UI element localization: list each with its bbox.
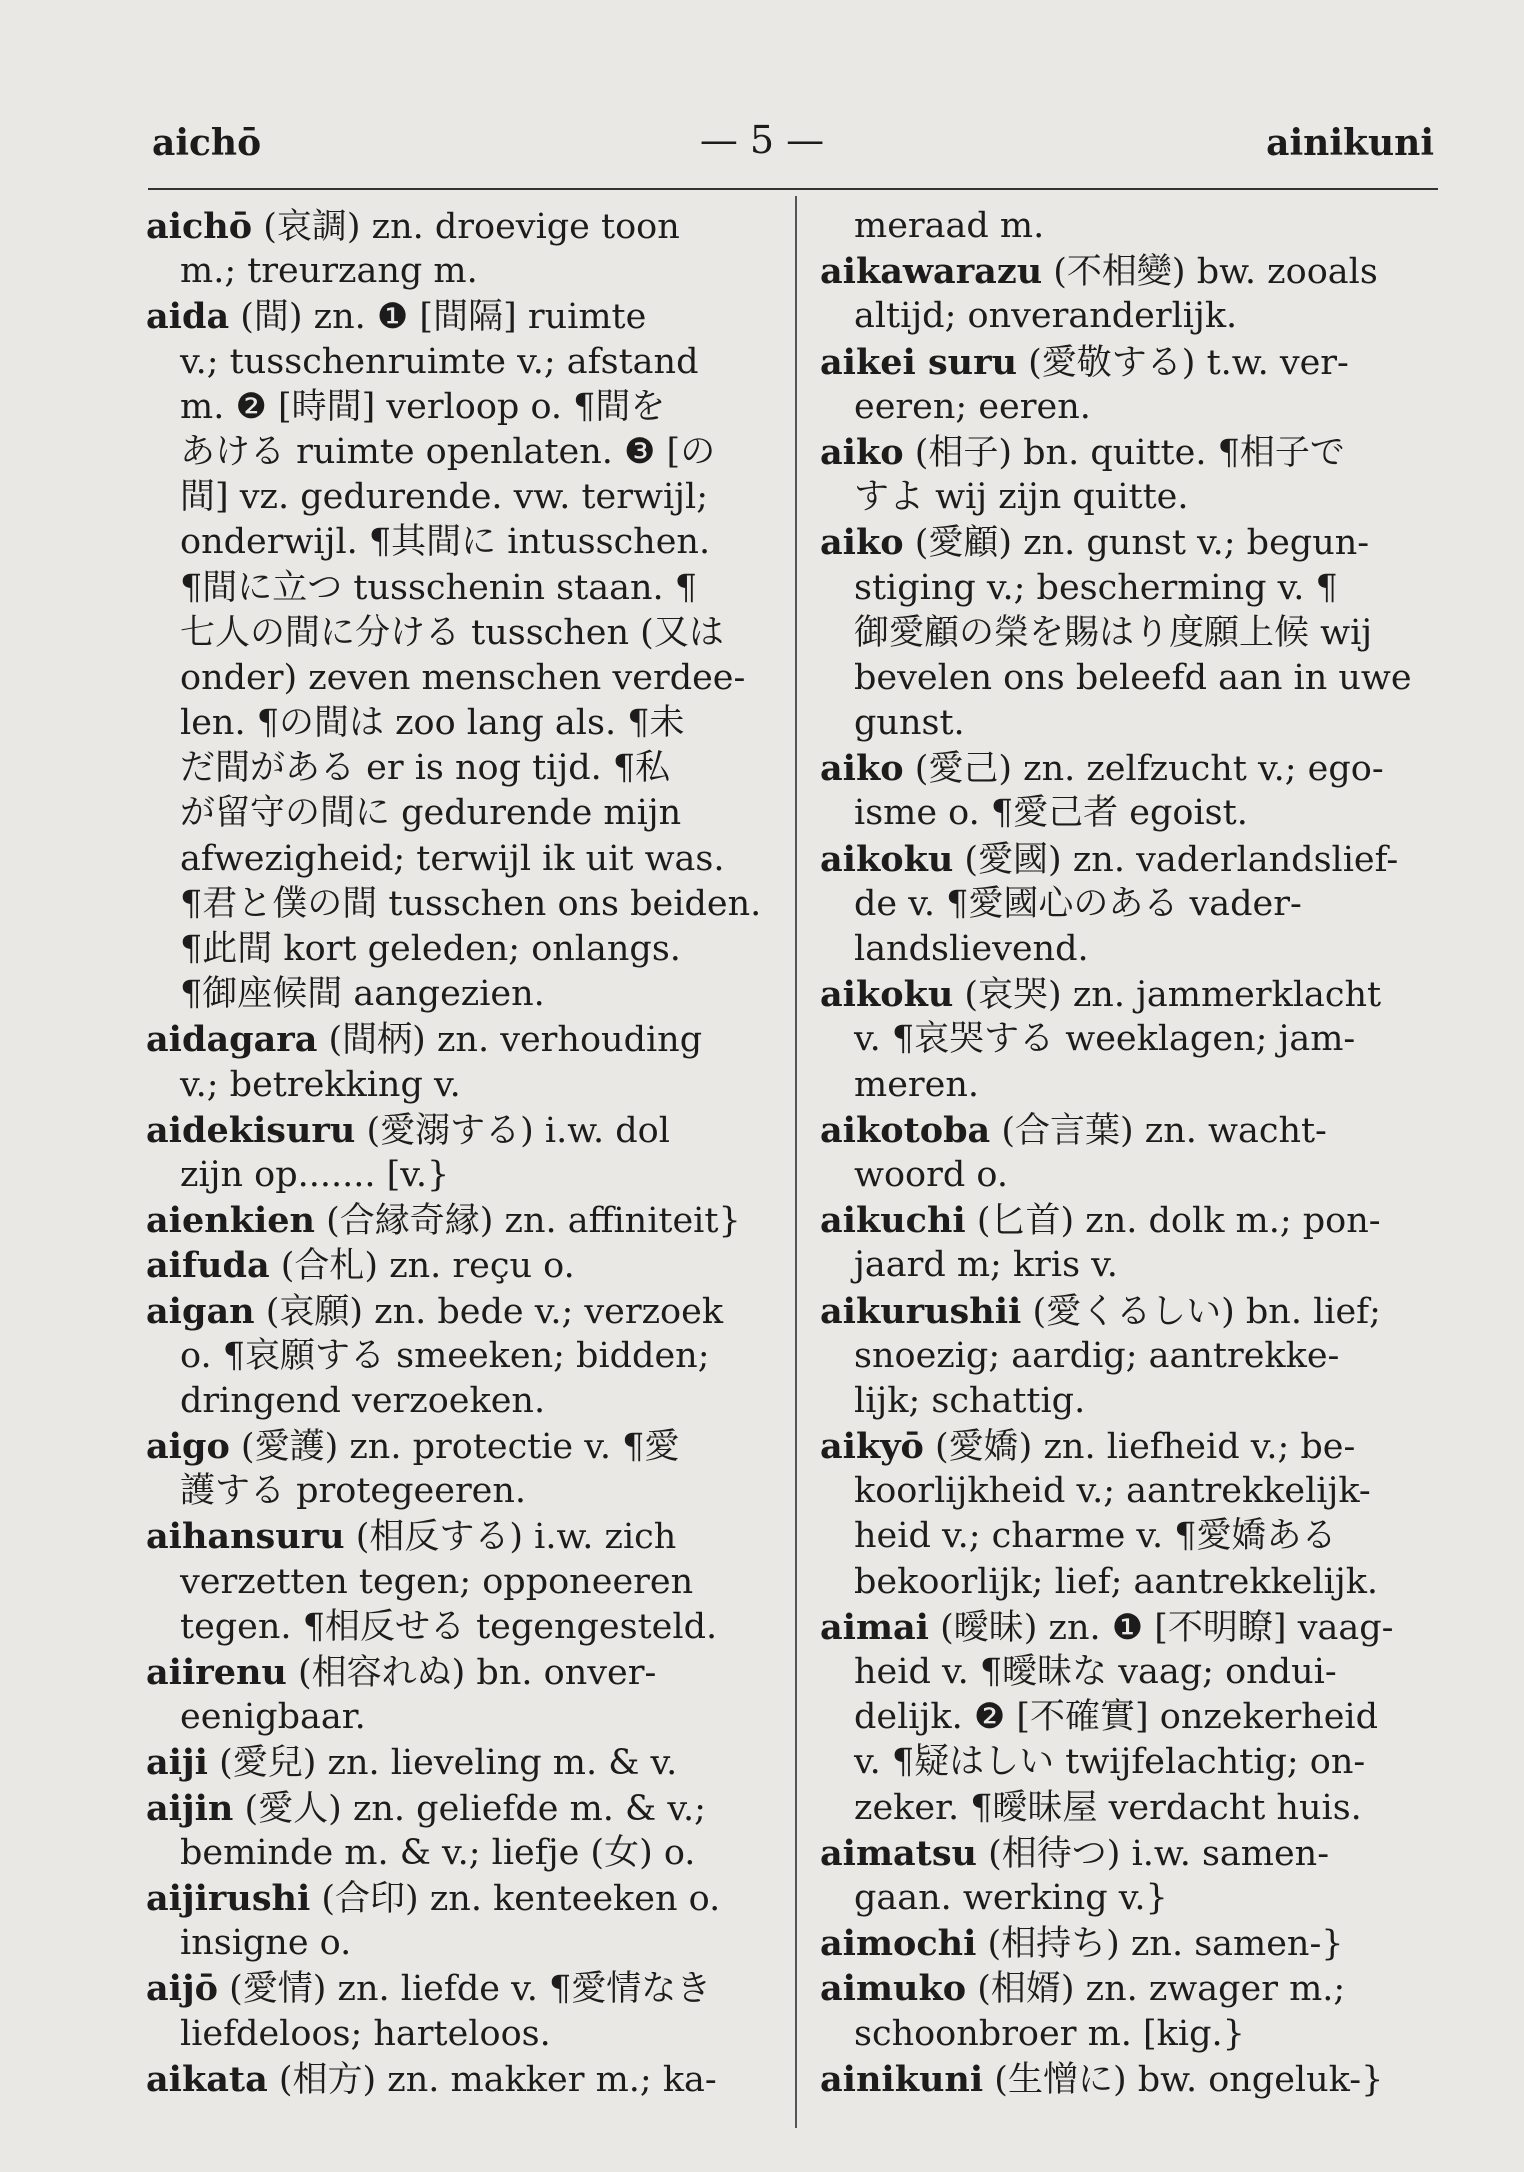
headword: aikuchi (820, 1200, 966, 1242)
entry-text: afwezigheid; terwijl ik uit was. (180, 838, 725, 879)
right-column (820, 204, 1460, 2102)
entry-text: (間) zn. ❶ [間隔] ruimte (229, 297, 647, 338)
dictionary-continuation-line (820, 1334, 1460, 1379)
dictionary-continuation-line (146, 927, 766, 972)
dictionary-entry-line (820, 249, 1460, 294)
dictionary-continuation-line (820, 1469, 1460, 1514)
entry-text: (合言葉) zn. wacht- (990, 1110, 1327, 1151)
entry-text: (相待つ) i.w. samen- (977, 1833, 1330, 1874)
dictionary-entry-line (146, 1243, 766, 1288)
entry-text: (愛くるしい) bn. lief; (1021, 1291, 1381, 1332)
headword: aikawarazu (820, 251, 1043, 293)
entry-text: あける ruimte openlaten. ❸ [の (180, 431, 716, 472)
entry-text: (間柄) zn. verhouding (317, 1020, 703, 1061)
entry-text: 七人の間に分ける tusschen (又は (180, 612, 724, 653)
dictionary-continuation-line (146, 520, 766, 565)
dictionary-continuation-line (146, 1153, 766, 1198)
headword: aidagara (146, 1019, 318, 1061)
entry-text: heid v. ¶曖昧な vaag; ondui- (854, 1652, 1337, 1692)
entry-text: snoezig; aardig; aantrekke- (854, 1335, 1340, 1376)
dictionary-continuation-line (820, 701, 1460, 746)
headword: aijirushi (146, 1877, 311, 1919)
headword: ainikuni (820, 2058, 984, 2100)
dictionary-continuation-line (820, 1063, 1460, 1108)
entry-text: zijn op....... [v.} (180, 1154, 450, 1195)
entry-text: o. ¶哀願する smeeken; bidden; (180, 1335, 710, 1376)
dictionary-continuation-line (820, 656, 1460, 701)
dictionary-entry-line (820, 520, 1460, 565)
dictionary-entry-line (146, 204, 766, 249)
running-head-right: ainikuni (1266, 122, 1434, 164)
headword: aiirenu (146, 1652, 287, 1693)
entry-text: (愛嬌) zn. liefheid v.; be- (923, 1427, 1356, 1468)
dictionary-entry-line (146, 1198, 766, 1243)
dictionary-continuation-line (146, 1379, 766, 1424)
entry-text: v. ¶哀哭する weeklagen; jam- (854, 1019, 1356, 1060)
entry-text: ¶御座候間 aangezien. (180, 974, 545, 1015)
dictionary-continuation-line (146, 2012, 766, 2057)
entry-text: (匕首) zn. dolk m.; pon- (965, 1201, 1381, 1242)
dictionary-entry-line (146, 1424, 766, 1469)
dictionary-entry-line (146, 1108, 766, 1153)
entry-text: (相方) zn. makker m.; ka- (267, 2059, 717, 2100)
entry-text: insigne o. (180, 1923, 352, 1964)
dictionary-continuation-line (146, 1921, 766, 1966)
headword: aida (146, 296, 230, 338)
dictionary-continuation-line (820, 1876, 1460, 1921)
entry-text: lijk; schattig. (854, 1380, 1086, 1421)
dictionary-entry-line (820, 746, 1460, 791)
dictionary-continuation-line (146, 701, 766, 746)
entry-text: bekoorlijk; lief; aantrekkelijk. (854, 1561, 1379, 1602)
entry-text: (愛護) zn. protectie v. ¶愛 (229, 1427, 680, 1468)
left-column (146, 204, 766, 2102)
dictionary-continuation-line (146, 385, 766, 430)
entry-text: gunst. (854, 703, 965, 744)
entry-text: (合縁奇縁) zn. affiniteit} (314, 1201, 741, 1242)
entry-text: (不相變) bw. zooals (1042, 252, 1378, 293)
headword: aikoku (820, 974, 954, 1016)
dictionary-continuation-line (820, 294, 1460, 339)
dictionary-continuation-line (820, 1514, 1460, 1559)
entry-text: m.; treurzang m. (180, 251, 478, 292)
dictionary-entry-line (146, 1966, 766, 2011)
dictionary-entry-line (146, 1740, 766, 1785)
headword: aifuda (146, 1245, 270, 1287)
entry-text: eeren; eeren. (854, 386, 1091, 427)
dictionary-continuation-line (820, 791, 1460, 836)
entry-text: (哀調) zn. droevige toon (252, 207, 680, 247)
dictionary-entry-line (820, 1424, 1460, 1469)
entry-text: verzetten tegen; opponeeren (180, 1561, 694, 1602)
dictionary-continuation-line (820, 1379, 1460, 1424)
entry-text: (曖昧) zn. ❶ [不明瞭] vaag- (928, 1607, 1394, 1648)
entry-text: (哀哭) zn. jammerklacht (953, 975, 1382, 1016)
dictionary-continuation-line (820, 1243, 1460, 1288)
entry-text: delijk. ❷ [不確實] onzekerheid (854, 1697, 1379, 1738)
headword: aikyō (820, 1426, 924, 1468)
dictionary-continuation-line (146, 1560, 766, 1605)
entry-text: (愛情) zn. liefde v. ¶愛情なき (217, 1969, 712, 2010)
page-number: — 5 — (699, 118, 825, 162)
dictionary-continuation-line (146, 611, 766, 656)
entry-text: isme o. ¶愛己者 egoist. (854, 793, 1248, 834)
dictionary-continuation-line (146, 882, 766, 927)
dictionary-entry-line (820, 340, 1460, 385)
dictionary-continuation-line (146, 972, 766, 1017)
dictionary-continuation-line (820, 1740, 1460, 1785)
entry-text: が留守の間に gedurende mijn (180, 793, 682, 834)
entry-text: (相容れぬ) bn. onver- (286, 1653, 657, 1693)
headword: aidekisuru (146, 1109, 356, 1151)
entry-text: jaard m; kris v. (854, 1245, 1118, 1286)
dictionary-entry-line (146, 1514, 766, 1559)
entry-text: koorlijkheid v.; aantrekkelijk- (854, 1471, 1371, 1512)
dictionary-entry-line (146, 2057, 766, 2102)
dictionary-entry-line (820, 1605, 1460, 1650)
headword: aimai (820, 1606, 929, 1648)
dictionary-continuation-line (146, 1063, 766, 1108)
dictionary-continuation-line (820, 204, 1460, 249)
dictionary-continuation-line (820, 1695, 1460, 1740)
dictionary-continuation-line (146, 249, 766, 294)
headword: aiko (820, 522, 904, 564)
dictionary-continuation-line (146, 1605, 766, 1650)
dictionary-continuation-line (146, 1334, 766, 1379)
entry-text: liefdeloos; harteloos. (180, 2013, 551, 2054)
headword: aikotoba (820, 1109, 991, 1151)
headword: aijō (146, 1968, 218, 2010)
header-rule (148, 188, 1438, 190)
entry-text: m. ❷ [時間] verloop o. ¶間を (180, 386, 666, 427)
entry-text: (愛顧) zn. gunst v.; begun- (903, 523, 1370, 564)
entry-text: stiging v.; bescherming v. ¶ (854, 567, 1338, 608)
dictionary-continuation-line (820, 1017, 1460, 1062)
entry-text: (生憎に) bw. ongeluk-} (983, 2059, 1384, 2100)
headword: aichō (146, 206, 253, 247)
entry-text: meraad m. (854, 206, 1045, 246)
entry-text: beminde m. & v.; liefje (女) o. (180, 1832, 696, 1873)
entry-text: de v. ¶愛國心のある vader- (854, 883, 1302, 924)
entry-text: heid v.; charme v. ¶愛嬌ある (854, 1516, 1337, 1557)
entry-text: (哀願) zn. bede v.; verzoek (254, 1291, 724, 1332)
entry-text: onderwijl. ¶其間に intusschen. (180, 522, 711, 563)
dictionary-entry-line (820, 837, 1460, 882)
dictionary-entry-line (146, 294, 766, 339)
headword: aigo (146, 1426, 230, 1468)
entry-text: (相反する) i.w. zich (344, 1517, 677, 1558)
dictionary-entry-line (820, 1108, 1460, 1153)
dictionary-continuation-line (820, 611, 1460, 656)
entry-text: onder) zeven menschen verdee- (180, 657, 746, 698)
dictionary-entry-line (820, 1921, 1460, 1966)
column-divider (795, 196, 797, 2128)
entry-text: v.; betrekking v. (180, 1064, 461, 1105)
entry-text: woord o. (854, 1154, 1008, 1195)
dictionary-continuation-line (820, 385, 1460, 430)
entry-text: eenigbaar. (180, 1697, 366, 1738)
entry-text: (愛兒) zn. lieveling m. & v. (207, 1743, 678, 1784)
entry-text: 護する protegeeren. (180, 1471, 527, 1512)
headword: aikata (146, 2058, 268, 2100)
dictionary-continuation-line (146, 837, 766, 882)
dictionary-continuation-line (146, 1469, 766, 1514)
dictionary-entry-line (820, 1289, 1460, 1334)
headword: aimochi (820, 1923, 977, 1965)
headword: aiko (820, 748, 904, 790)
dictionary-continuation-line (820, 1153, 1460, 1198)
dictionary-entry-line (820, 430, 1460, 475)
headword: aikurushii (820, 1290, 1022, 1332)
entry-text: (相子) bn. quitte. ¶相子で (903, 432, 1345, 473)
dictionary-entry-line (820, 1198, 1460, 1243)
entry-text: (愛人) zn. geliefde m. & v.; (233, 1788, 706, 1829)
dictionary-continuation-line (146, 656, 766, 701)
dictionary-entry-line (146, 1786, 766, 1831)
entry-text: schoonbroer m. [kig.} (854, 2013, 1245, 2054)
dictionary-continuation-line (820, 1786, 1460, 1831)
running-head-left: aichō (152, 122, 262, 164)
dictionary-entry-line (820, 2057, 1460, 2102)
headword: aimuko (820, 1968, 967, 2010)
dictionary-entry-line (820, 1966, 1460, 2011)
entry-text: tegen. ¶相反せる tegengesteld. (180, 1606, 718, 1647)
entry-text: 御愛顧の榮を賜はり度願上候 wij (854, 612, 1373, 653)
dictionary-continuation-line (146, 791, 766, 836)
dictionary-continuation-line (146, 475, 766, 520)
dictionary-continuation-line (820, 882, 1460, 927)
headword: aienkien (146, 1200, 315, 1242)
dictionary-entry-line (820, 972, 1460, 1017)
headword: aiko (820, 431, 904, 473)
entry-text: すよ wij zijn quitte. (854, 477, 1189, 518)
entry-text: v. ¶疑はしい twijfelachtig; on- (854, 1742, 1366, 1783)
entry-text: (愛國) zn. vaderlandslief- (953, 839, 1399, 880)
dictionary-continuation-line (820, 1650, 1460, 1695)
entry-text: landslievend. (854, 929, 1089, 969)
dictionary-continuation-line (820, 927, 1460, 972)
entry-text: ¶此間 kort geleden; onlangs. (180, 929, 681, 969)
entry-text: len. ¶の間は zoo lang als. ¶未 (180, 703, 685, 744)
entry-text: だ間がある er is nog tijd. ¶私 (180, 748, 671, 789)
dictionary-continuation-line (146, 430, 766, 475)
dictionary-continuation-line (820, 566, 1460, 611)
headword: aigan (146, 1290, 255, 1332)
entry-text: (相婿) zn. zwager m.; (966, 1969, 1346, 2010)
dictionary-continuation-line (820, 475, 1460, 520)
dictionary-continuation-line (146, 1831, 766, 1876)
entry-text: (愛溺する) i.w. dol (355, 1110, 670, 1151)
dictionary-entry-line (146, 1650, 766, 1695)
entry-text: meren. (854, 1064, 980, 1105)
headword: aikoku (820, 838, 954, 880)
dictionary-continuation-line (146, 746, 766, 791)
dictionary-continuation-line (820, 1560, 1460, 1605)
dictionary-entry-line (146, 1876, 766, 1921)
headword: aimatsu (820, 1832, 978, 1874)
dictionary-entry-line (146, 1017, 766, 1062)
entry-text: zeker. ¶曖昧屋 verdacht huis. (854, 1787, 1362, 1828)
entry-text: altijd; onveranderlijk. (854, 296, 1238, 337)
dictionary-entry-line (146, 1289, 766, 1334)
dictionary-continuation-line (146, 1695, 766, 1740)
entry-text: ¶君と僕の間 tusschen ons beiden. (180, 883, 762, 924)
entry-text: dringend verzoeken. (180, 1380, 546, 1421)
entry-text: (愛敬する) t.w. ver- (1017, 342, 1349, 383)
headword: aikei suru (820, 341, 1018, 383)
entry-text: (合印) zn. kenteeken o. (310, 1878, 721, 1919)
entry-text: 間] vz. gedurende. vw. terwijl; (180, 477, 708, 518)
entry-text: ¶間に立つ tusschenin staan. ¶ (180, 567, 698, 608)
entry-text: v.; tusschenruimte v.; afstand (180, 341, 699, 382)
dictionary-continuation-line (146, 566, 766, 611)
entry-text: (合札) zn. reçu o. (269, 1246, 575, 1287)
entry-text: bevelen ons beleefd aan in uwe (854, 657, 1412, 698)
entry-text: (愛己) zn. zelfzucht v.; ego- (903, 749, 1384, 790)
headword: aijin (146, 1787, 234, 1829)
headword: aihansuru (146, 1516, 345, 1558)
headword: aiji (146, 1742, 208, 1784)
entry-text: (相持ち) zn. samen-} (976, 1924, 1344, 1965)
dictionary-continuation-line (820, 2012, 1460, 2057)
entry-text: gaan. werking v.} (854, 1877, 1168, 1918)
dictionary-continuation-line (146, 340, 766, 385)
dictionary-entry-line (820, 1831, 1460, 1876)
